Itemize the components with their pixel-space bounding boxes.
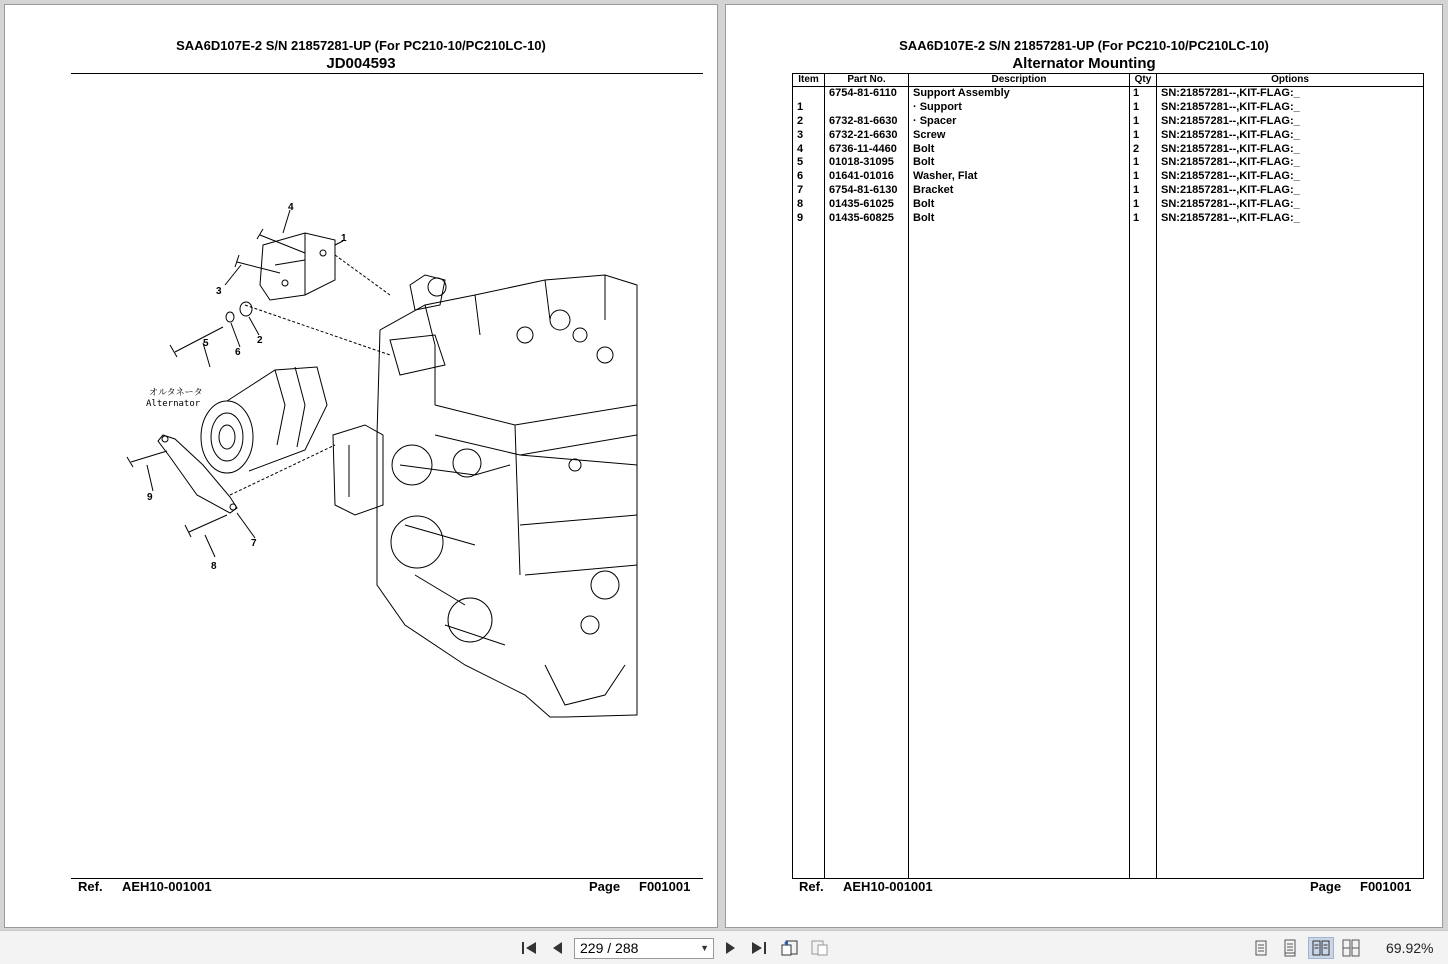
cell-part-no: 6754-81-6110	[829, 87, 897, 99]
cell-description: Washer, Flat	[913, 170, 978, 183]
cell-description: Bracket	[913, 184, 954, 197]
cell-part-no: 01641-01016	[829, 170, 894, 183]
alternator-body	[201, 401, 253, 473]
col-header-qty: Qty	[1134, 74, 1152, 85]
go-forward-icon[interactable]	[809, 937, 831, 959]
col-header-options: Options	[1271, 74, 1309, 85]
cell-description: Bolt	[913, 198, 935, 211]
zoom-level[interactable]: 69.92%	[1386, 940, 1434, 956]
cell-qty: 1	[1133, 114, 1140, 127]
bolt-5-shape	[170, 327, 223, 357]
bolt-8-shape	[185, 515, 227, 537]
parts-table-body	[793, 87, 1423, 226]
cell-item: 4	[797, 142, 804, 155]
section-title: Alternator Mounting	[1012, 55, 1156, 72]
cell-options: SN:21857281--,KIT-FLAG:_	[1161, 100, 1300, 113]
cell-qty: 1	[1133, 100, 1140, 113]
parts-table	[792, 73, 1424, 879]
table-row[interactable]	[793, 198, 1423, 212]
navigation-toolbar	[0, 930, 1448, 964]
cell-options: SN:21857281--,KIT-FLAG:_	[1161, 170, 1300, 183]
cell-part-no: 01435-60825	[829, 212, 894, 225]
callout-3: 3	[216, 286, 222, 297]
callout-8: 8	[211, 561, 217, 572]
first-page-icon[interactable]	[518, 937, 540, 959]
page-indicator: 229 / 288	[580, 940, 639, 956]
cell-part-no: 6754-81-6130	[829, 184, 898, 197]
footer-page-value: F001001	[639, 879, 691, 894]
cell-part-no: 6736-11-4460	[829, 142, 897, 155]
cell-part-no: 01435-61025	[829, 198, 894, 211]
cell-options: SN:21857281--,KIT-FLAG:_	[1161, 156, 1300, 169]
two-page-continuous-icon[interactable]	[1340, 937, 1362, 959]
cell-qty: 1	[1133, 128, 1140, 141]
cell-options: SN:21857281--,KIT-FLAG:_	[1161, 87, 1300, 99]
cell-options: SN:21857281--,KIT-FLAG:_	[1161, 128, 1300, 141]
cell-part-no: 01018-31095	[829, 156, 894, 169]
table-row[interactable]	[793, 87, 1423, 101]
two-page-icon[interactable]	[1308, 937, 1334, 959]
cell-description: · Spacer	[913, 114, 957, 127]
illustration-id: JD004593	[326, 55, 396, 72]
alternator-label-en: Alternator	[146, 399, 201, 409]
col-header-description: Description	[991, 74, 1047, 85]
alternator-label-jp: オルタネータ	[149, 388, 203, 398]
callout-2: 2	[257, 335, 263, 346]
cell-options: SN:21857281--,KIT-FLAG:_	[1161, 212, 1300, 225]
cell-options: SN:21857281--,KIT-FLAG:_	[1161, 142, 1300, 155]
col-header-part-no: Part No.	[847, 74, 886, 85]
callout-4: 4	[288, 202, 294, 213]
engine-block	[377, 275, 637, 717]
exploded-view-drawing	[5, 105, 719, 805]
cell-item: 1	[797, 100, 804, 113]
bolt-3-shape	[235, 255, 280, 273]
last-page-icon[interactable]	[748, 937, 770, 959]
cell-part-no: 6732-81-6630	[829, 114, 898, 127]
continuous-icon[interactable]	[1279, 937, 1301, 959]
table-row[interactable]	[793, 184, 1423, 198]
chevron-down-icon: ▼	[700, 943, 709, 953]
callout-9: 9	[147, 492, 153, 503]
footer-page-value: F001001	[1360, 879, 1412, 894]
cell-qty: 1	[1133, 184, 1140, 197]
col-header-item: Item	[798, 74, 819, 85]
cell-description: · Support	[913, 100, 962, 113]
cell-item: 7	[797, 184, 804, 197]
cell-options: SN:21857281--,KIT-FLAG:_	[1161, 198, 1300, 211]
callout-6: 6	[235, 347, 241, 358]
cell-item: 6	[797, 170, 804, 183]
model-title: SAA6D107E-2 S/N 21857281-UP (For PC210-10/PC210LC-10)	[176, 38, 546, 53]
cell-qty: 1	[1133, 87, 1140, 99]
table-row[interactable]	[793, 115, 1423, 129]
footer-page-label: Page	[1310, 879, 1342, 894]
callout-1: 1	[341, 233, 347, 244]
callout-5: 5	[203, 338, 209, 349]
cell-description: Bolt	[913, 156, 935, 169]
cell-part-no: 6732-21-6630	[829, 128, 898, 141]
bolt-4-shape	[257, 229, 305, 253]
cell-options: SN:21857281--,KIT-FLAG:_	[1161, 114, 1300, 127]
bolt-9-shape	[127, 451, 167, 467]
bracket-7-shape	[158, 435, 237, 513]
cell-item: 3	[797, 128, 804, 141]
cell-description: Screw	[913, 128, 946, 141]
table-row[interactable]	[793, 156, 1423, 170]
next-page-icon[interactable]	[720, 937, 742, 959]
table-row[interactable]	[793, 101, 1423, 115]
page-parts-list	[725, 4, 1443, 928]
page-illustration	[4, 4, 718, 928]
cell-options: SN:21857281--,KIT-FLAG:_	[1161, 184, 1300, 197]
cell-description: Bolt	[913, 142, 935, 155]
cell-item: 9	[797, 212, 804, 225]
table-row[interactable]	[793, 170, 1423, 184]
footer-ref-value: AEH10-001001	[843, 879, 933, 894]
callout-7: 7	[251, 538, 257, 549]
cell-qty: 2	[1133, 142, 1140, 155]
cell-qty: 1	[1133, 212, 1140, 225]
cell-qty: 1	[1133, 198, 1140, 211]
cell-qty: 1	[1133, 170, 1140, 183]
table-row[interactable]	[793, 129, 1423, 143]
cell-description: Support Assembly	[913, 87, 1010, 99]
footer-ref-value: AEH10-001001	[122, 879, 212, 894]
single-page-icon[interactable]	[1250, 937, 1272, 959]
prev-page-icon[interactable]	[546, 937, 568, 959]
table-row[interactable]	[793, 143, 1423, 157]
footer-ref-label: Ref.	[78, 879, 103, 894]
support-1-shape	[260, 233, 335, 300]
cell-item: 8	[797, 198, 804, 211]
cell-item: 5	[797, 156, 804, 169]
model-title: SAA6D107E-2 S/N 21857281-UP (For PC210-10/PC210LC-10)	[899, 38, 1269, 53]
cell-description: Bolt	[913, 212, 935, 225]
footer-page-label: Page	[589, 879, 621, 894]
cell-qty: 1	[1133, 156, 1140, 169]
header-rule	[71, 73, 703, 74]
table-row[interactable]	[793, 212, 1423, 226]
footer-ref-label: Ref.	[799, 879, 824, 894]
go-back-icon[interactable]	[779, 937, 801, 959]
cell-item: 2	[797, 114, 804, 127]
page-number-dropdown[interactable]	[574, 938, 714, 959]
